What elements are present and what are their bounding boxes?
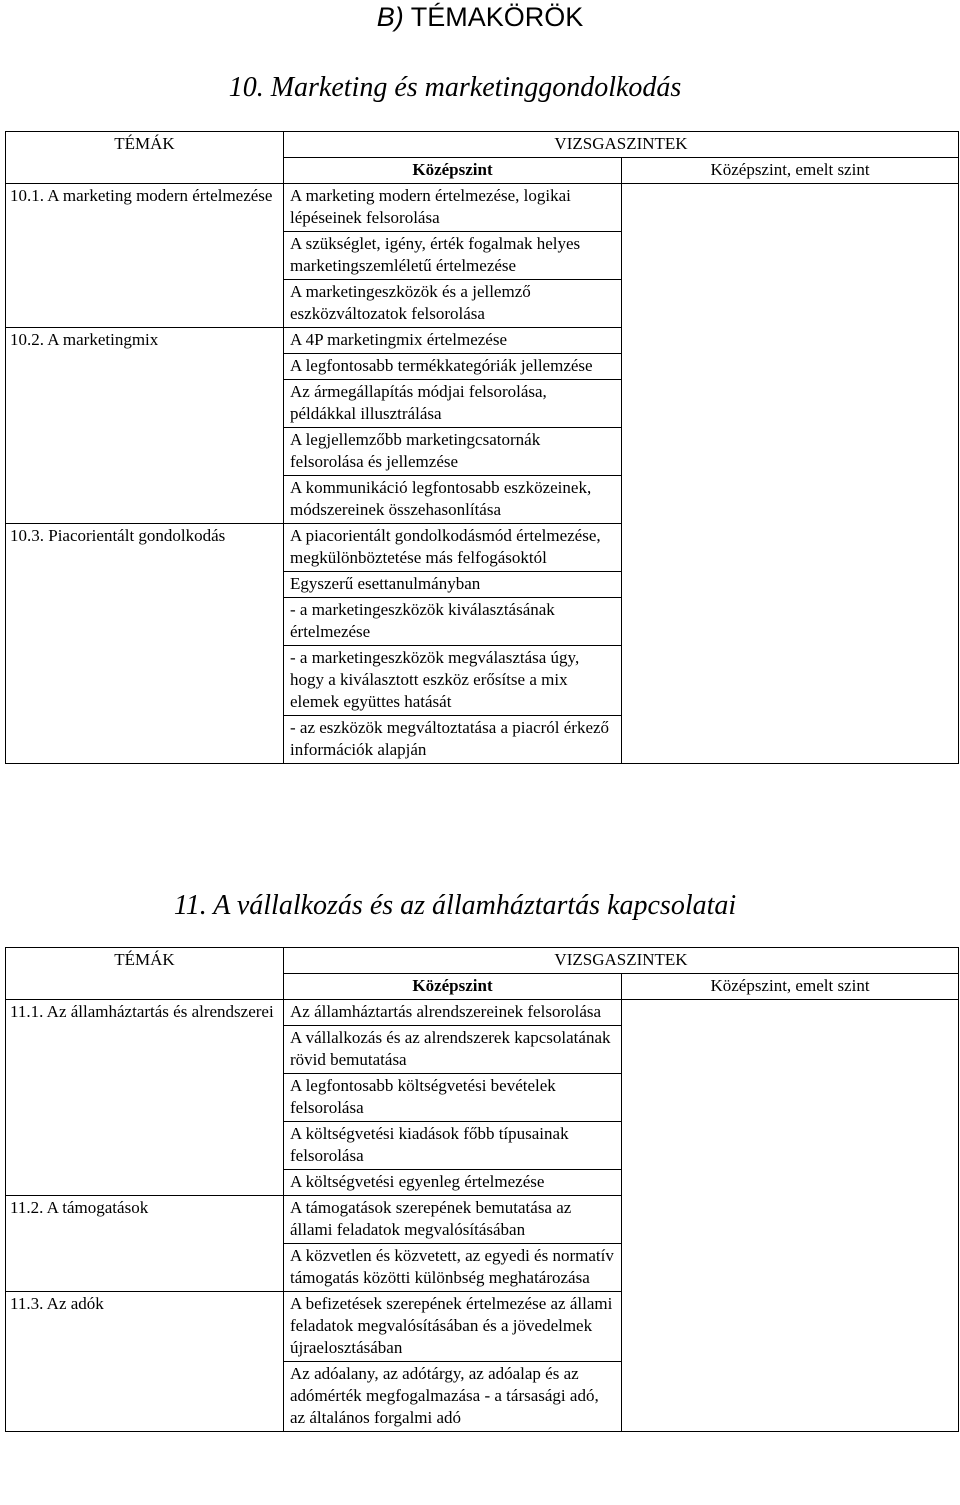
advanced-level-cell xyxy=(622,1196,959,1244)
document-heading xyxy=(0,2,960,33)
document-heading-prefix: B) xyxy=(376,2,404,32)
topic-cell: 11.2. A támogatások xyxy=(6,1196,284,1292)
requirement-cell: A támogatások szerepének bemutatása az állami feladatok megvalósításában xyxy=(284,1196,622,1244)
requirement-cell: - az eszközök megváltoztatása a piacról érkező információk alapján xyxy=(284,716,622,764)
advanced-level-cell xyxy=(622,380,959,428)
table-row xyxy=(6,328,959,354)
requirement-cell: A marketingeszközök és a jellemző eszközváltozatok felsorolása xyxy=(284,280,622,328)
header-topics: TÉMÁK xyxy=(6,132,284,184)
topics-table-11 xyxy=(5,947,959,1432)
requirement-cell: A befizetések szerepének értelmezése az állami feladatok megvalósításában és a jövedelmek újraelosztásában xyxy=(284,1292,622,1362)
advanced-level-cell xyxy=(622,1026,959,1074)
requirement-cell: - a marketingeszközök kiválasztásának értelmezése xyxy=(284,598,622,646)
requirement-cell: Egyszerű esettanulmányban xyxy=(284,572,622,598)
advanced-level-cell xyxy=(622,1000,959,1026)
requirement-cell: Az ármegállapítás módjai felsorolása, példákkal illusztrálása xyxy=(284,380,622,428)
topic-cell: 10.2. A marketingmix xyxy=(6,328,284,524)
header-advanced-level: Középszint, emelt szint xyxy=(622,974,959,1000)
advanced-level-cell xyxy=(622,1244,959,1292)
requirement-cell: A legfontosabb költségvetési bevételek felsorolása xyxy=(284,1074,622,1122)
advanced-level-cell xyxy=(622,1170,959,1196)
advanced-level-cell xyxy=(622,646,959,716)
topic-cell: 11.3. Az adók xyxy=(6,1292,284,1432)
requirement-cell: A közvetlen és közvetett, az egyedi és normatív támogatás közötti különbség meghatározása xyxy=(284,1244,622,1292)
advanced-level-cell xyxy=(622,598,959,646)
requirement-cell: A marketing modern értelmezése, logikai lépéseinek felsorolása xyxy=(284,184,622,232)
advanced-level-cell xyxy=(622,1362,959,1432)
table-row xyxy=(6,184,959,232)
table-row xyxy=(6,1000,959,1026)
advanced-level-cell xyxy=(622,280,959,328)
advanced-level-cell xyxy=(622,524,959,572)
advanced-level-cell xyxy=(622,716,959,764)
requirement-cell: A szükséglet, igény, érték fogalmak helyes marketingszemléletű értelmezése xyxy=(284,232,622,280)
topics-table-10 xyxy=(5,131,959,764)
requirement-cell: Az adóalany, az adótárgy, az adóalap és az adómérték megfogalmazása - a társasági adó, az általános forgalmi adó xyxy=(284,1362,622,1432)
table-row xyxy=(6,1196,959,1244)
header-exam-levels: VIZSGASZINTEK xyxy=(284,132,959,158)
advanced-level-cell xyxy=(622,428,959,476)
requirement-cell: - a marketingeszközök megválasztása úgy, hogy a kiválasztott eszköz erősítse a mix elemek együttes hatását xyxy=(284,646,622,716)
section-title-11: 11. A vállalkozás és az államháztartás kapcsolatai xyxy=(173,890,737,921)
requirement-cell: A kommunikáció legfontosabb eszközeinek, módszereinek összehasonlítása xyxy=(284,476,622,524)
advanced-level-cell xyxy=(622,572,959,598)
topic-cell: 10.3. Piacorientált gondolkodás xyxy=(6,524,284,764)
header-topics: TÉMÁK xyxy=(6,948,284,1000)
table-row xyxy=(6,524,959,572)
requirement-cell: A vállalkozás és az alrendszerek kapcsolatának rövid bemutatása xyxy=(284,1026,622,1074)
advanced-level-cell xyxy=(622,354,959,380)
header-exam-levels: VIZSGASZINTEK xyxy=(284,948,959,974)
advanced-level-cell xyxy=(622,232,959,280)
advanced-level-cell xyxy=(622,184,959,232)
table-row xyxy=(6,1292,959,1362)
header-mid-level: Középszint xyxy=(284,974,622,1000)
requirement-cell: Az államháztartás alrendszereinek felsorolása xyxy=(284,1000,622,1026)
requirement-cell: A költségvetési egyenleg értelmezése xyxy=(284,1170,622,1196)
table-header-row xyxy=(6,132,959,158)
topic-cell: 10.1. A marketing modern értelmezése xyxy=(6,184,284,328)
section-title-10: 10. Marketing és marketinggondolkodás xyxy=(228,72,682,103)
requirement-cell: A legjellemzőbb marketingcsatornák felsorolása és jellemzése xyxy=(284,428,622,476)
requirement-cell: A piacorientált gondolkodásmód értelmezése, megkülönböztetése más felfogásoktól xyxy=(284,524,622,572)
advanced-level-cell xyxy=(622,1292,959,1362)
header-advanced-level: Középszint, emelt szint xyxy=(622,158,959,184)
requirement-cell: A 4P marketingmix értelmezése xyxy=(284,328,622,354)
requirement-cell: A legfontosabb termékkategóriák jellemzése xyxy=(284,354,622,380)
advanced-level-cell xyxy=(622,476,959,524)
topic-cell: 11.1. Az államháztartás és alrendszerei xyxy=(6,1000,284,1196)
table-header-row xyxy=(6,948,959,974)
document-heading-text: TÉMAKÖRÖK xyxy=(410,2,584,32)
requirement-cell: A költségvetési kiadások főbb típusainak felsorolása xyxy=(284,1122,622,1170)
advanced-level-cell xyxy=(622,1074,959,1122)
advanced-level-cell xyxy=(622,1122,959,1170)
header-mid-level: Középszint xyxy=(284,158,622,184)
advanced-level-cell xyxy=(622,328,959,354)
